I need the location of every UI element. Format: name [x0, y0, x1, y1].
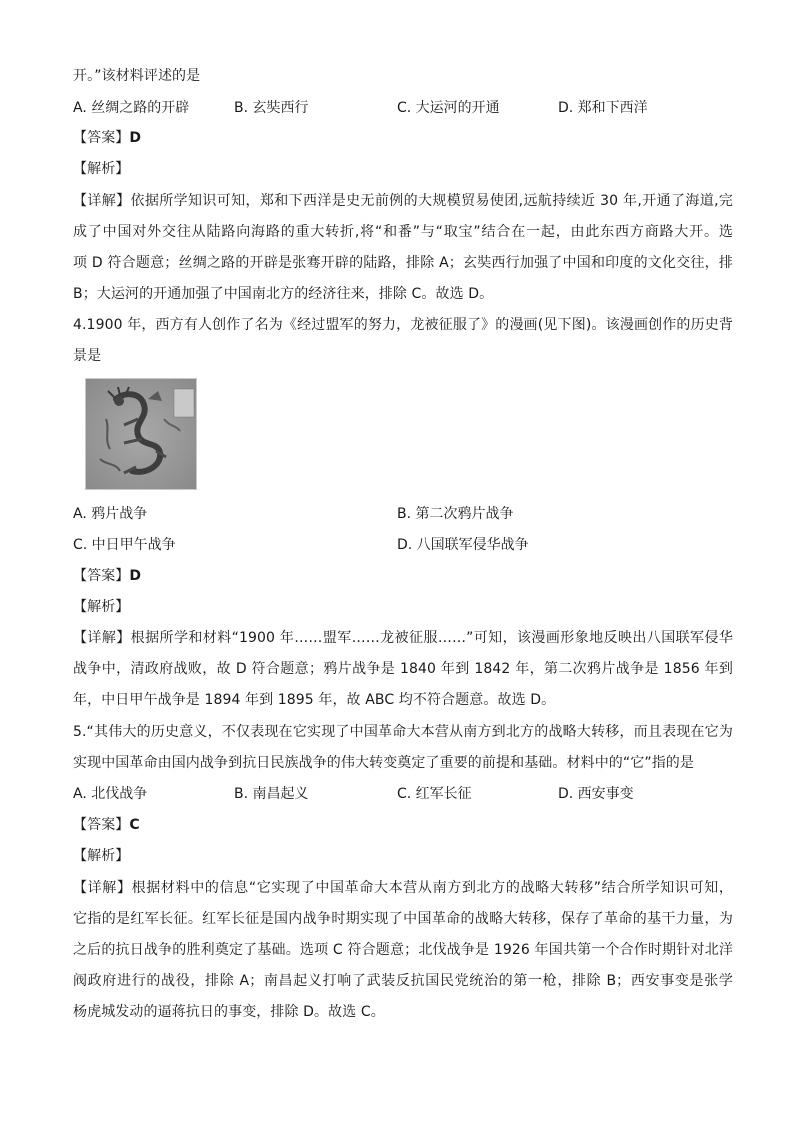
q5-option-d: D. 西安事变	[558, 786, 634, 802]
q5-detail-line: 它指的是红军长征。红军长征是国内战争时期实现了中国革命的战略大转移，保存了革命的基干力量，为	[73, 911, 733, 927]
q5-detail-line: 阀政府进行的战役，排除 A；南昌起义打响了武装反抗国民党统治的第一枪，排除 B；西安事变是张学	[73, 973, 733, 989]
q5-option-a: A. 北伐战争	[73, 786, 148, 802]
dragon-cartoon-figure	[85, 378, 197, 490]
q5-option-b: B. 南昌起义	[234, 786, 309, 802]
q5-stem-line: 5.“其伟大的历史意义，不仅表现在它实现了中国革命大本营从南方到北方的战略大转移，而且表现在它为	[73, 724, 733, 740]
q3-option-b: B. 玄奘西行	[234, 100, 309, 116]
q5-option-c: C. 红军长征	[397, 786, 472, 802]
q4-option-b: B. 第二次鸦片战争	[397, 506, 514, 522]
q4-detail-line: 战争中，清政府战败，故 D 符合题意；鸦片战争是 1840 年到 1842 年，第二次鸦片战争是 1856 年到	[73, 661, 733, 677]
q4-option-c: C. 中日甲午战争	[73, 537, 176, 553]
q3-answer-line	[73, 128, 733, 148]
q3-option-a: A. 丝绸之路的开辟	[73, 100, 190, 116]
q3-detail-line: B；大运河的开通加强了中国南北方的经济往来，排除 C。故选 D。	[73, 286, 494, 302]
q4-option-a: A. 鸦片战争	[73, 506, 148, 522]
dragon-cartoon-icon	[86, 379, 196, 489]
q3-option-d: D. 郑和下西洋	[558, 100, 648, 116]
answer-value: C	[129, 817, 140, 833]
q4-detail-line: 年，中日甲午战争是 1894 年到 1895 年，故 ABC 均不符合题意。故选 D。	[73, 692, 556, 708]
answer-value: D	[129, 568, 142, 584]
answer-label: 【答案】	[73, 568, 130, 584]
q3-stem-tail: 开。”该材料评述的是	[73, 68, 201, 84]
q4-analysis-label: 【解析】	[73, 599, 130, 615]
q4-detail-line: 【详解】根据所学和材料“1900 年……盟军……龙被征服……”可知，该漫画形象地反映出八国联军侵华	[73, 630, 733, 646]
q5-detail-line: 【详解】根据材料中的信息“它实现了中国革命大本营从南方到北方的战略大转移”结合所学知识可知，	[73, 880, 733, 896]
q3-detail-line: 项 D 符合题意；丝绸之路的开辟是张骞开辟的陆路，排除 A；玄奘西行加强了中国和印度的文化交往，排	[73, 255, 733, 271]
q3-detail-line: 成了中国对外交往从陆路向海路的重大转折,将“和番”与“取宝”结合在一起，由此东西方商路大开。选	[73, 224, 733, 240]
q5-analysis-label: 【解析】	[73, 848, 130, 864]
q4-option-d: D. 八国联军侵华战争	[397, 537, 529, 553]
q3-option-c: C. 大运河的开通	[397, 100, 500, 116]
q5-stem-line: 实现中国革命由国内战争到抗日民族战争的伟大转变奠定了重要的前提和基础。材料中的“它”指的是	[73, 755, 695, 771]
answer-label: 【答案】	[73, 130, 130, 146]
q3-analysis-label: 【解析】	[73, 161, 130, 177]
q4-answer-line	[73, 566, 733, 586]
answer-label: 【答案】	[73, 817, 130, 833]
q4-stem-line: 4.1900 年，西方有人创作了名为《经过盟军的努力，龙被征服了》的漫画(见下图)。该漫画创作的历史背	[73, 317, 733, 333]
q4-stem-line: 景是	[73, 348, 102, 364]
q3-detail-line: 【详解】依据所学知识可知，郑和下西洋是史无前例的大规模贸易使团,远航持续近 30 年,开通了海道,完	[73, 193, 733, 209]
answer-value: D	[129, 130, 142, 146]
q5-answer-line	[73, 815, 733, 835]
q5-detail-line: 杨虎城发动的逼蒋抗日的事变，排除 D。故选 C。	[73, 1004, 385, 1020]
q5-detail-line: 之后的抗日战争的胜利奠定了基础。选项 C 符合题意；北伐战争是 1926 年国共第一个合作时期针对北洋	[73, 942, 733, 958]
